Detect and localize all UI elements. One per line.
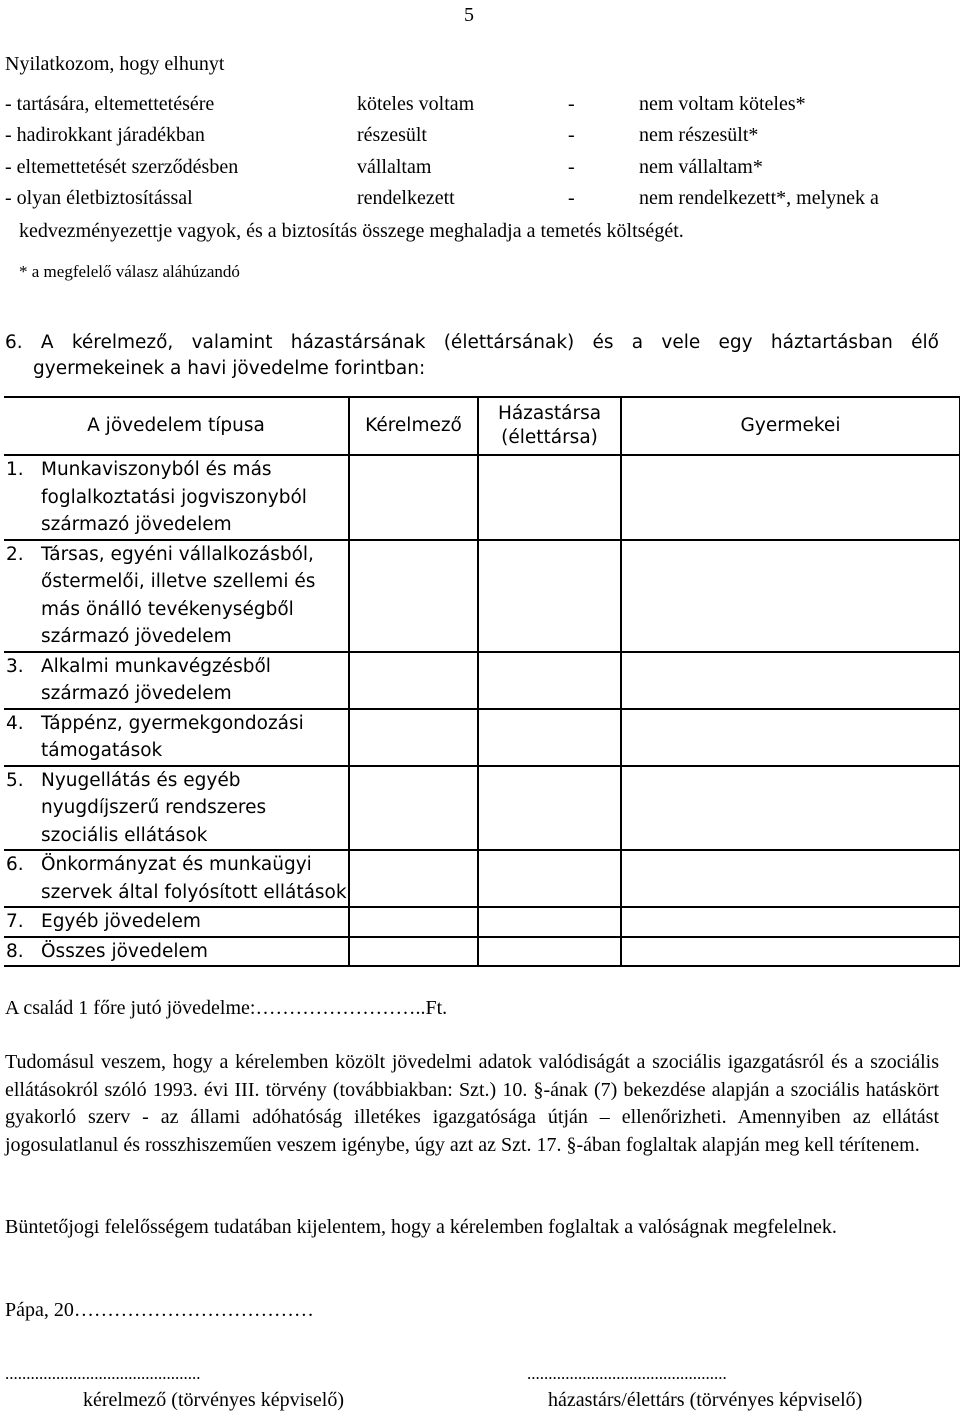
declaration-option-yes: rendelkezett bbox=[357, 187, 455, 209]
row-label: Alkalmi munkavégzésből származó jövedelem bbox=[41, 655, 271, 704]
children-cell[interactable] bbox=[621, 709, 960, 766]
header-spouse-line-1: Házastársa bbox=[497, 403, 602, 424]
row-number: 7. bbox=[6, 911, 24, 932]
spouse-cell[interactable] bbox=[478, 937, 621, 967]
declaration-option-yes: részesült bbox=[357, 124, 427, 146]
row-number: 5. bbox=[6, 769, 24, 791]
table-row bbox=[4, 850, 960, 907]
signature-label-applicant: kérelmező (törvényes képviselő) bbox=[83, 1389, 345, 1411]
applicant-cell[interactable] bbox=[349, 850, 478, 907]
children-cell[interactable] bbox=[621, 850, 960, 907]
place-date: Pápa, 20……………………………… bbox=[5, 1299, 314, 1321]
table-row bbox=[4, 766, 960, 851]
row-label: Munkaviszonyból és más foglalkoztatási jogviszonyból származó jövedelem bbox=[41, 459, 307, 535]
declaration-option-yes: vállaltam bbox=[357, 156, 432, 178]
row-number: 1. bbox=[6, 459, 24, 480]
applicant-cell[interactable] bbox=[349, 766, 478, 851]
row-label: Egyéb jövedelem bbox=[41, 911, 201, 932]
children-cell[interactable] bbox=[621, 540, 960, 652]
criminal-liability-statement: Büntetőjogi felelősségem tudatában kijelentem, hogy a kérelemben foglaltak a valóságnak megfelelnek. bbox=[5, 1216, 837, 1238]
row-label: Nyugellátás és egyéb nyugdíjszerű rendszeres szociális ellátások bbox=[41, 769, 267, 846]
applicant-cell[interactable] bbox=[349, 455, 478, 540]
income-table-header bbox=[4, 397, 960, 455]
header-spouse bbox=[478, 397, 621, 455]
table-row bbox=[4, 652, 960, 709]
spouse-cell[interactable] bbox=[478, 766, 621, 851]
table-row bbox=[4, 907, 960, 937]
footnote: * a megfelelő válasz aláhúzandó bbox=[19, 262, 240, 281]
declaration-dash: - bbox=[568, 93, 575, 115]
declaration-left: - hadirokkant járadékban bbox=[5, 124, 205, 146]
row-number: 2. bbox=[6, 543, 24, 565]
declaration-left: - tartására, eltemettetésére bbox=[5, 93, 215, 115]
declaration-left: - eltemettetését szerződésben bbox=[5, 156, 239, 178]
applicant-cell[interactable] bbox=[349, 937, 478, 967]
spouse-cell[interactable] bbox=[478, 850, 621, 907]
per-capita-income: A család 1 főre jutó jövedelme:……………………..Ft. bbox=[5, 997, 448, 1019]
applicant-cell[interactable] bbox=[349, 907, 478, 937]
declaration-dash: - bbox=[568, 156, 575, 178]
declaration-option-no: nem vállaltam* bbox=[639, 156, 763, 178]
row-label: Társas, egyéni vállalkozásból, őstermelői, illetve szellemi és más önálló tevékenységből származó jövedelem bbox=[41, 543, 316, 647]
spouse-cell[interactable] bbox=[478, 709, 621, 766]
spouse-cell[interactable] bbox=[478, 540, 621, 652]
declaration-dash: - bbox=[568, 187, 575, 209]
applicant-cell[interactable] bbox=[349, 652, 478, 709]
spouse-cell[interactable] bbox=[478, 455, 621, 540]
row-label: Önkormányzat és munkaügyi szervek által folyósított ellátások bbox=[41, 854, 347, 903]
header-spouse-line-2: (élettársa) bbox=[501, 427, 598, 448]
signature-line-right: ............................................... bbox=[527, 1364, 727, 1383]
signature-label-spouse: házastárs/élettárs (törvényes képviselő) bbox=[548, 1389, 863, 1411]
table-row bbox=[4, 455, 960, 540]
header-applicant: Kérelmező bbox=[349, 397, 478, 455]
section-6-line-2: gyermekeinek a havi jövedelme forintban: bbox=[33, 358, 426, 379]
declaration-option-yes: köteles voltam bbox=[357, 93, 475, 115]
declaration-dash: - bbox=[568, 124, 575, 146]
row-number: 8. bbox=[6, 940, 24, 962]
table-row bbox=[4, 540, 960, 652]
row-number: 3. bbox=[6, 655, 24, 677]
children-cell[interactable] bbox=[621, 455, 960, 540]
declaration-option-no: nem voltam köteles* bbox=[639, 93, 806, 115]
header-income-type: A jövedelem típusa bbox=[4, 397, 349, 455]
applicant-cell[interactable] bbox=[349, 540, 478, 652]
signature-line-left: .............................................. bbox=[5, 1364, 201, 1383]
header-children: Gyermekei bbox=[621, 397, 960, 455]
table-row bbox=[4, 709, 960, 766]
declaration-left: - olyan életbiztosítással bbox=[5, 187, 193, 209]
income-table bbox=[4, 396, 960, 967]
applicant-cell[interactable] bbox=[349, 709, 478, 766]
declaration-continuation: kedvezményezettje vagyok, és a biztosítás összege meghaladja a temetés költségét. bbox=[19, 220, 684, 242]
page-number: 5 bbox=[464, 4, 474, 26]
declaration-option-no: nem részesült* bbox=[639, 124, 759, 146]
declaration-title: Nyilatkozom, hogy elhunyt bbox=[5, 53, 225, 75]
spouse-cell[interactable] bbox=[478, 907, 621, 937]
children-cell[interactable] bbox=[621, 652, 960, 709]
spouse-cell[interactable] bbox=[478, 652, 621, 709]
children-cell[interactable] bbox=[621, 937, 960, 967]
row-label: Összes jövedelem bbox=[41, 940, 208, 962]
notice-paragraph: Tudomásul veszem, hogy a kérelemben közölt jövedelmi adatok valódiságát a szociális igazgatásról és a szociális ellátásokról szóló 1993. évi III. törvény (továbbiakban: Szt.) 10. §-ának (7) bekezdése alapján a szociális hatáskört gyakorló szerv - az állami adóhatóság illetékes igazgatósága útján – ellenőrizheti. Amennyiben az ellátást jogosulatlanul és rosszhiszeműen veszem igénybe, úgy azt az Szt. 17. §-ában foglaltak alapján meg kell térítenem. bbox=[5, 1051, 939, 1156]
row-label: Táppénz, gyermekgondozási támogatások bbox=[41, 712, 304, 761]
children-cell[interactable] bbox=[621, 766, 960, 851]
children-cell[interactable] bbox=[621, 907, 960, 937]
row-number: 4. bbox=[6, 712, 24, 734]
declaration-option-no: nem rendelkezett*, melynek a bbox=[639, 187, 879, 209]
row-number: 6. bbox=[6, 854, 24, 875]
table-row bbox=[4, 937, 960, 967]
section-6-line-1: 6. A kérelmező, valamint házastársának (élettársának) és a vele egy háztartásban élő bbox=[5, 332, 939, 353]
